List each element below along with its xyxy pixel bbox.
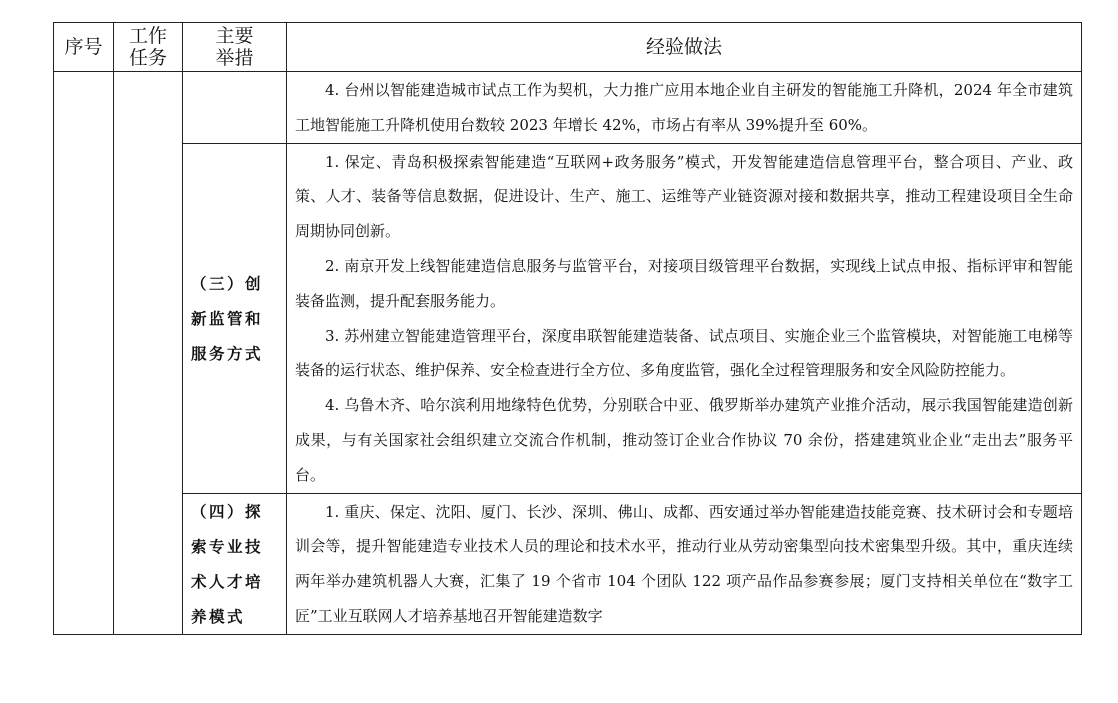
measure-label: （三）创新监管和服务方式 [191,273,264,363]
measure-cell [183,143,287,493]
practice-paragraph: 3. 苏州建立智能建造管理平台，深度串联智能建造装备、试点项目、实施企业三个监管模块，对智能施工电梯等装备的运行状态、维护保养、安全检查进行全方位、多角度监管，强化全过程管理服务和安全风险防控能力。 [295,326,1073,380]
practice-paragraph: 4. 乌鲁木齐、哈尔滨利用地缘特色优势，分别联合中亚、俄罗斯举办建筑产业推介活动，展示我国智能建造创新成果，与有关国家社会组织建立交流合作机制，推动签订企业合作协议 70 余份，搭建建筑业企业“走出去”服务平台。 [295,396,1073,484]
practice-table [53,22,1082,635]
index-cell [54,72,114,635]
task-cell [114,72,183,635]
measure-cell [183,493,287,634]
header-measure [183,23,287,72]
measure-label: （四）探索专业技术人才培养模式 [191,501,264,626]
measure-cell [183,72,287,144]
header-measure-label: 主要 举措 [215,25,254,69]
header-task-label: 工作 任务 [128,25,167,69]
practice-cell [287,143,1082,493]
table-row [54,72,1082,144]
practice-cell [287,72,1082,144]
practice-paragraph: 2. 南京开发上线智能建造信息服务与监管平台，对接项目级管理平台数据，实现线上试点申报、指标评审和智能装备监测，提升配套服务能力。 [295,256,1073,310]
header-task [114,23,183,72]
practice-paragraph: 1. 重庆、保定、沈阳、厦门、长沙、深圳、佛山、成都、西安通过举办智能建造技能竞赛、技术研讨会和专题培训会等，提升智能建造专业技术人员的理论和技术水平，推动行业从劳动密集型向技术密集型升级。其中，重庆连续两年举办建筑机器人大赛，汇集了 19 个省市 104 个团队 122 项产品作品参赛参展；厦门支持相关单位在“数字工匠”工业互联网人才培养基地召开智能建造数字 [295,502,1073,625]
table-row [54,143,1082,493]
table-header-row [54,23,1082,72]
practice-paragraph: 1. 保定、青岛积极探索智能建造“互联网+政务服务”模式，开发智能建造信息管理平台，整合项目、产业、政策、人才、装备等信息数据，促进设计、生产、施工、运维等产业链资源对接和数据共享，推动工程建设项目全生命周期协同创新。 [295,152,1073,241]
table-row [54,493,1082,634]
header-index: 序号 [54,23,114,72]
header-practice: 经验做法 [287,23,1082,72]
practice-cell [287,493,1082,634]
practice-paragraph: 4. 台州以智能建造城市试点工作为契机，大力推广应用本地企业自主研发的智能施工升降机，2024 年全市建筑工地智能施工升降机使用台数较 2023 年增长 42%，市场占有率从 39%提升至 60%。 [295,81,1073,134]
